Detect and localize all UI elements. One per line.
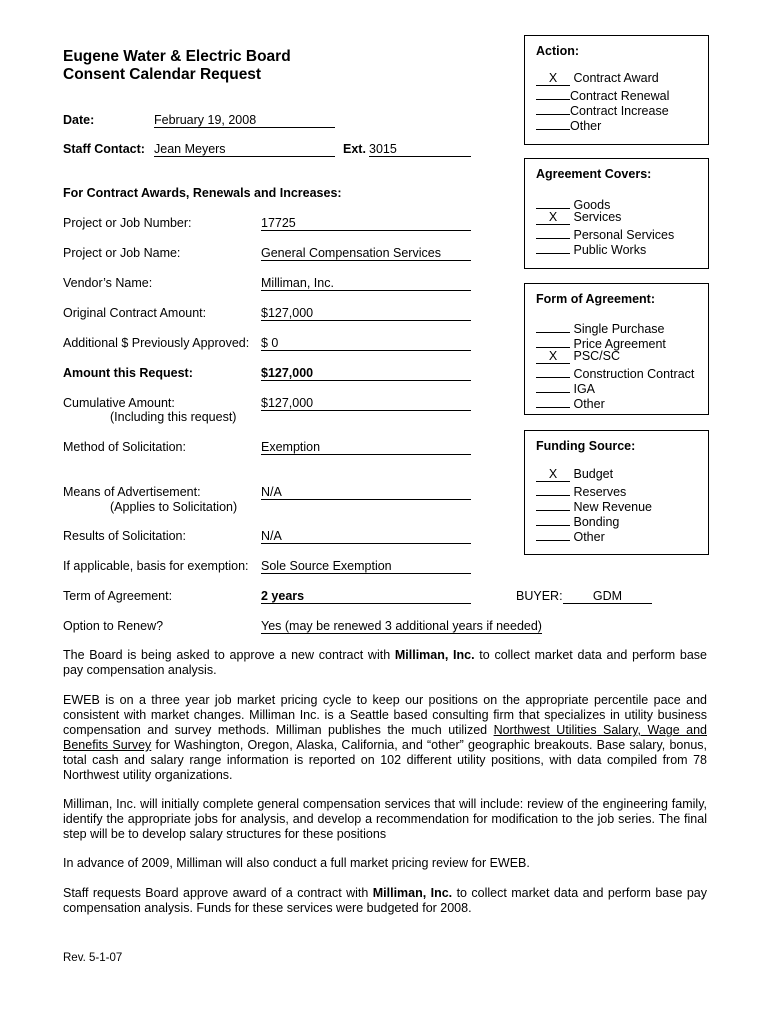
p2-survey-title: Northwest Utilities Salary, Wage and Benefits Survey (63, 723, 707, 752)
covers-option-label: Goods (573, 198, 611, 212)
funding-option-mark (536, 482, 570, 496)
action-option-label: Contract Award (573, 71, 659, 85)
form-option-label: Single Purchase (573, 322, 665, 336)
action-box (524, 35, 709, 145)
amount-request-value: $127,000 (261, 366, 471, 381)
method-solicitation-label: Method of Solicitation: (63, 440, 186, 454)
p1-vendor: Milliman, Inc. (394, 648, 475, 662)
covers-option-mark: X (536, 211, 570, 225)
staff-contact-label: Staff Contact: (63, 142, 145, 156)
buyer-label: BUYER: (516, 589, 563, 603)
section-heading: For Contract Awards, Renewals and Increases: (63, 186, 342, 200)
funding-option (536, 467, 613, 482)
covers-option-label: Personal Services (573, 228, 675, 242)
p5-text-c: to collect market data and perform base pay compensation analysis. Funds for these services were budgeted for 2008. (63, 886, 707, 915)
covers-option-mark (536, 225, 570, 239)
action-option-mark (536, 101, 570, 115)
funding-option-mark (536, 512, 570, 526)
project-number-value: 17725 (261, 216, 471, 231)
funding-option (536, 527, 605, 545)
means-advertisement-sublabel: (Applies to Solicitation) (110, 500, 238, 514)
action-option-label: Contract Renewal (570, 89, 670, 103)
funding-option-mark (536, 527, 570, 541)
covers-option-mark (536, 195, 570, 209)
action-option-label: Contract Increase (570, 104, 669, 118)
paragraph-market-pricing (63, 693, 707, 783)
agreement-covers-title: Agreement Covers: (536, 167, 652, 181)
funding-option-label: New Revenue (573, 500, 652, 514)
ext-value: 3015 (369, 142, 471, 157)
term-agreement-label: Term of Agreement: (63, 589, 173, 603)
action-box-title: Action: (536, 44, 580, 58)
option-renew-value: Yes (may be renewed 3 additional years if needed) (261, 619, 542, 633)
form-agreement-title: Form of Agreement: (536, 292, 655, 306)
revision-footer: Rev. 5-1-07 (63, 952, 123, 964)
covers-option-mark (536, 240, 570, 254)
staff-contact-value: Jean Meyers (154, 142, 335, 157)
project-name-label: Project or Job Name: (63, 246, 181, 260)
form-agreement-box (524, 283, 709, 415)
original-amount-label: Original Contract Amount: (63, 306, 207, 320)
form-option-mark (536, 334, 570, 348)
option-renew-label: Option to Renew? (63, 619, 164, 633)
funding-source-title: Funding Source: (536, 439, 636, 453)
date-value: February 19, 2008 (154, 113, 335, 128)
p5-text-a: Staff requests Board approve award of a contract with (63, 886, 373, 900)
action-option-label: Other (570, 119, 602, 133)
action-option-mark (536, 116, 570, 130)
date-label: Date: (63, 113, 95, 127)
term-agreement-value: 2 years (261, 589, 471, 604)
form-option-mark: X (536, 350, 570, 364)
project-name-value: General Compensation Services (261, 246, 471, 261)
form-option-mark (536, 379, 570, 393)
funding-option-label: Bonding (573, 515, 620, 529)
form-option-label: Construction Contract (573, 367, 695, 381)
additional-approved-label: Additional $ Previously Approved: (63, 336, 250, 350)
action-option-mark (536, 86, 570, 100)
form-option-label: Price Agreement (573, 337, 666, 351)
project-number-label: Project or Job Number: (63, 216, 192, 230)
p5-vendor: Milliman, Inc. (372, 886, 453, 900)
action-option (536, 71, 659, 86)
means-advertisement-value: N/A (261, 485, 471, 500)
funding-option-label: Budget (573, 467, 614, 481)
funding-source-box (524, 430, 709, 555)
p2-text-c: for Washington, Oregon, Alaska, California, and “other” geographic breakouts. Base salary, bonus, total cash and salary range information is reported on 102 different utility positions, with data compiled from 78 Northwest utility organizations. (63, 738, 708, 782)
form-option (536, 394, 605, 412)
amount-request-label: Amount this Request: (63, 366, 193, 380)
additional-approved-value: $ 0 (261, 336, 471, 351)
action-option-mark: X (536, 72, 570, 86)
p2-text-a: EWEB is on a three year job market pricing cycle to keep our positions on the appropriate percentile pace and consistent with market changes. Milliman Inc. is a Seattle based consulting firm that specializes in utility business compensation and survey methods. Milliman publishes the much utilized (63, 693, 707, 737)
agreement-covers-box (524, 158, 709, 269)
buyer-value: GDM (563, 589, 652, 604)
original-amount-value: $127,000 (261, 306, 471, 321)
form-title: Consent Calendar Request (63, 66, 262, 83)
cumulative-amount-sublabel: (Including this request) (110, 410, 237, 424)
results-solicitation-value: N/A (261, 529, 471, 544)
form-option-label: Other (573, 397, 605, 411)
vendor-name-value: Milliman, Inc. (261, 276, 471, 291)
means-advertisement-label: Means of Advertisement: (63, 485, 201, 499)
funding-option-label: Other (573, 530, 605, 544)
funding-option-mark: X (536, 468, 570, 482)
covers-option-label: Public Works (573, 243, 647, 257)
form-option (536, 349, 620, 364)
funding-option-label: Reserves (573, 485, 627, 499)
vendor-name-label: Vendor’s Name: (63, 276, 153, 290)
funding-option-mark (536, 497, 570, 511)
form-option-label: PSC/SC (573, 349, 621, 363)
paragraph-2009-review: In advance of 2009, Milliman will also conduct a full market pricing review for EWEB. (63, 856, 530, 870)
cumulative-amount-label: Cumulative Amount: (63, 396, 175, 410)
covers-option (536, 240, 646, 258)
paragraph-staff-request (63, 886, 707, 916)
form-option-label: IGA (573, 382, 596, 396)
exemption-basis-value: Sole Source Exemption (261, 559, 471, 574)
method-solicitation-value: Exemption (261, 440, 471, 455)
p1-text-a: The Board is being asked to approve a new contract with (63, 648, 395, 662)
action-option (536, 116, 601, 134)
p1-text-c: to collect market data and perform base pay compensation analysis. (63, 648, 707, 677)
form-option-mark (536, 364, 570, 378)
covers-option-label: Services (573, 210, 622, 224)
results-solicitation-label: Results of Solicitation: (63, 529, 186, 543)
paragraph-services: Milliman, Inc. will initially complete general compensation services that will include: review of the engineering family, identify the appropriate jobs for analysis, and develop a recommendation for modification to the job series. The final step will be to develop salary structures for these positions (63, 797, 707, 841)
org-name: Eugene Water & Electric Board (63, 48, 291, 65)
paragraph-board-request (63, 648, 707, 678)
form-option-mark (536, 319, 570, 333)
ext-label: Ext. (343, 142, 366, 156)
cumulative-amount-value: $127,000 (261, 396, 471, 411)
covers-option (536, 210, 621, 225)
form-option-mark (536, 394, 570, 408)
exemption-basis-label: If applicable, basis for exemption: (63, 559, 249, 573)
